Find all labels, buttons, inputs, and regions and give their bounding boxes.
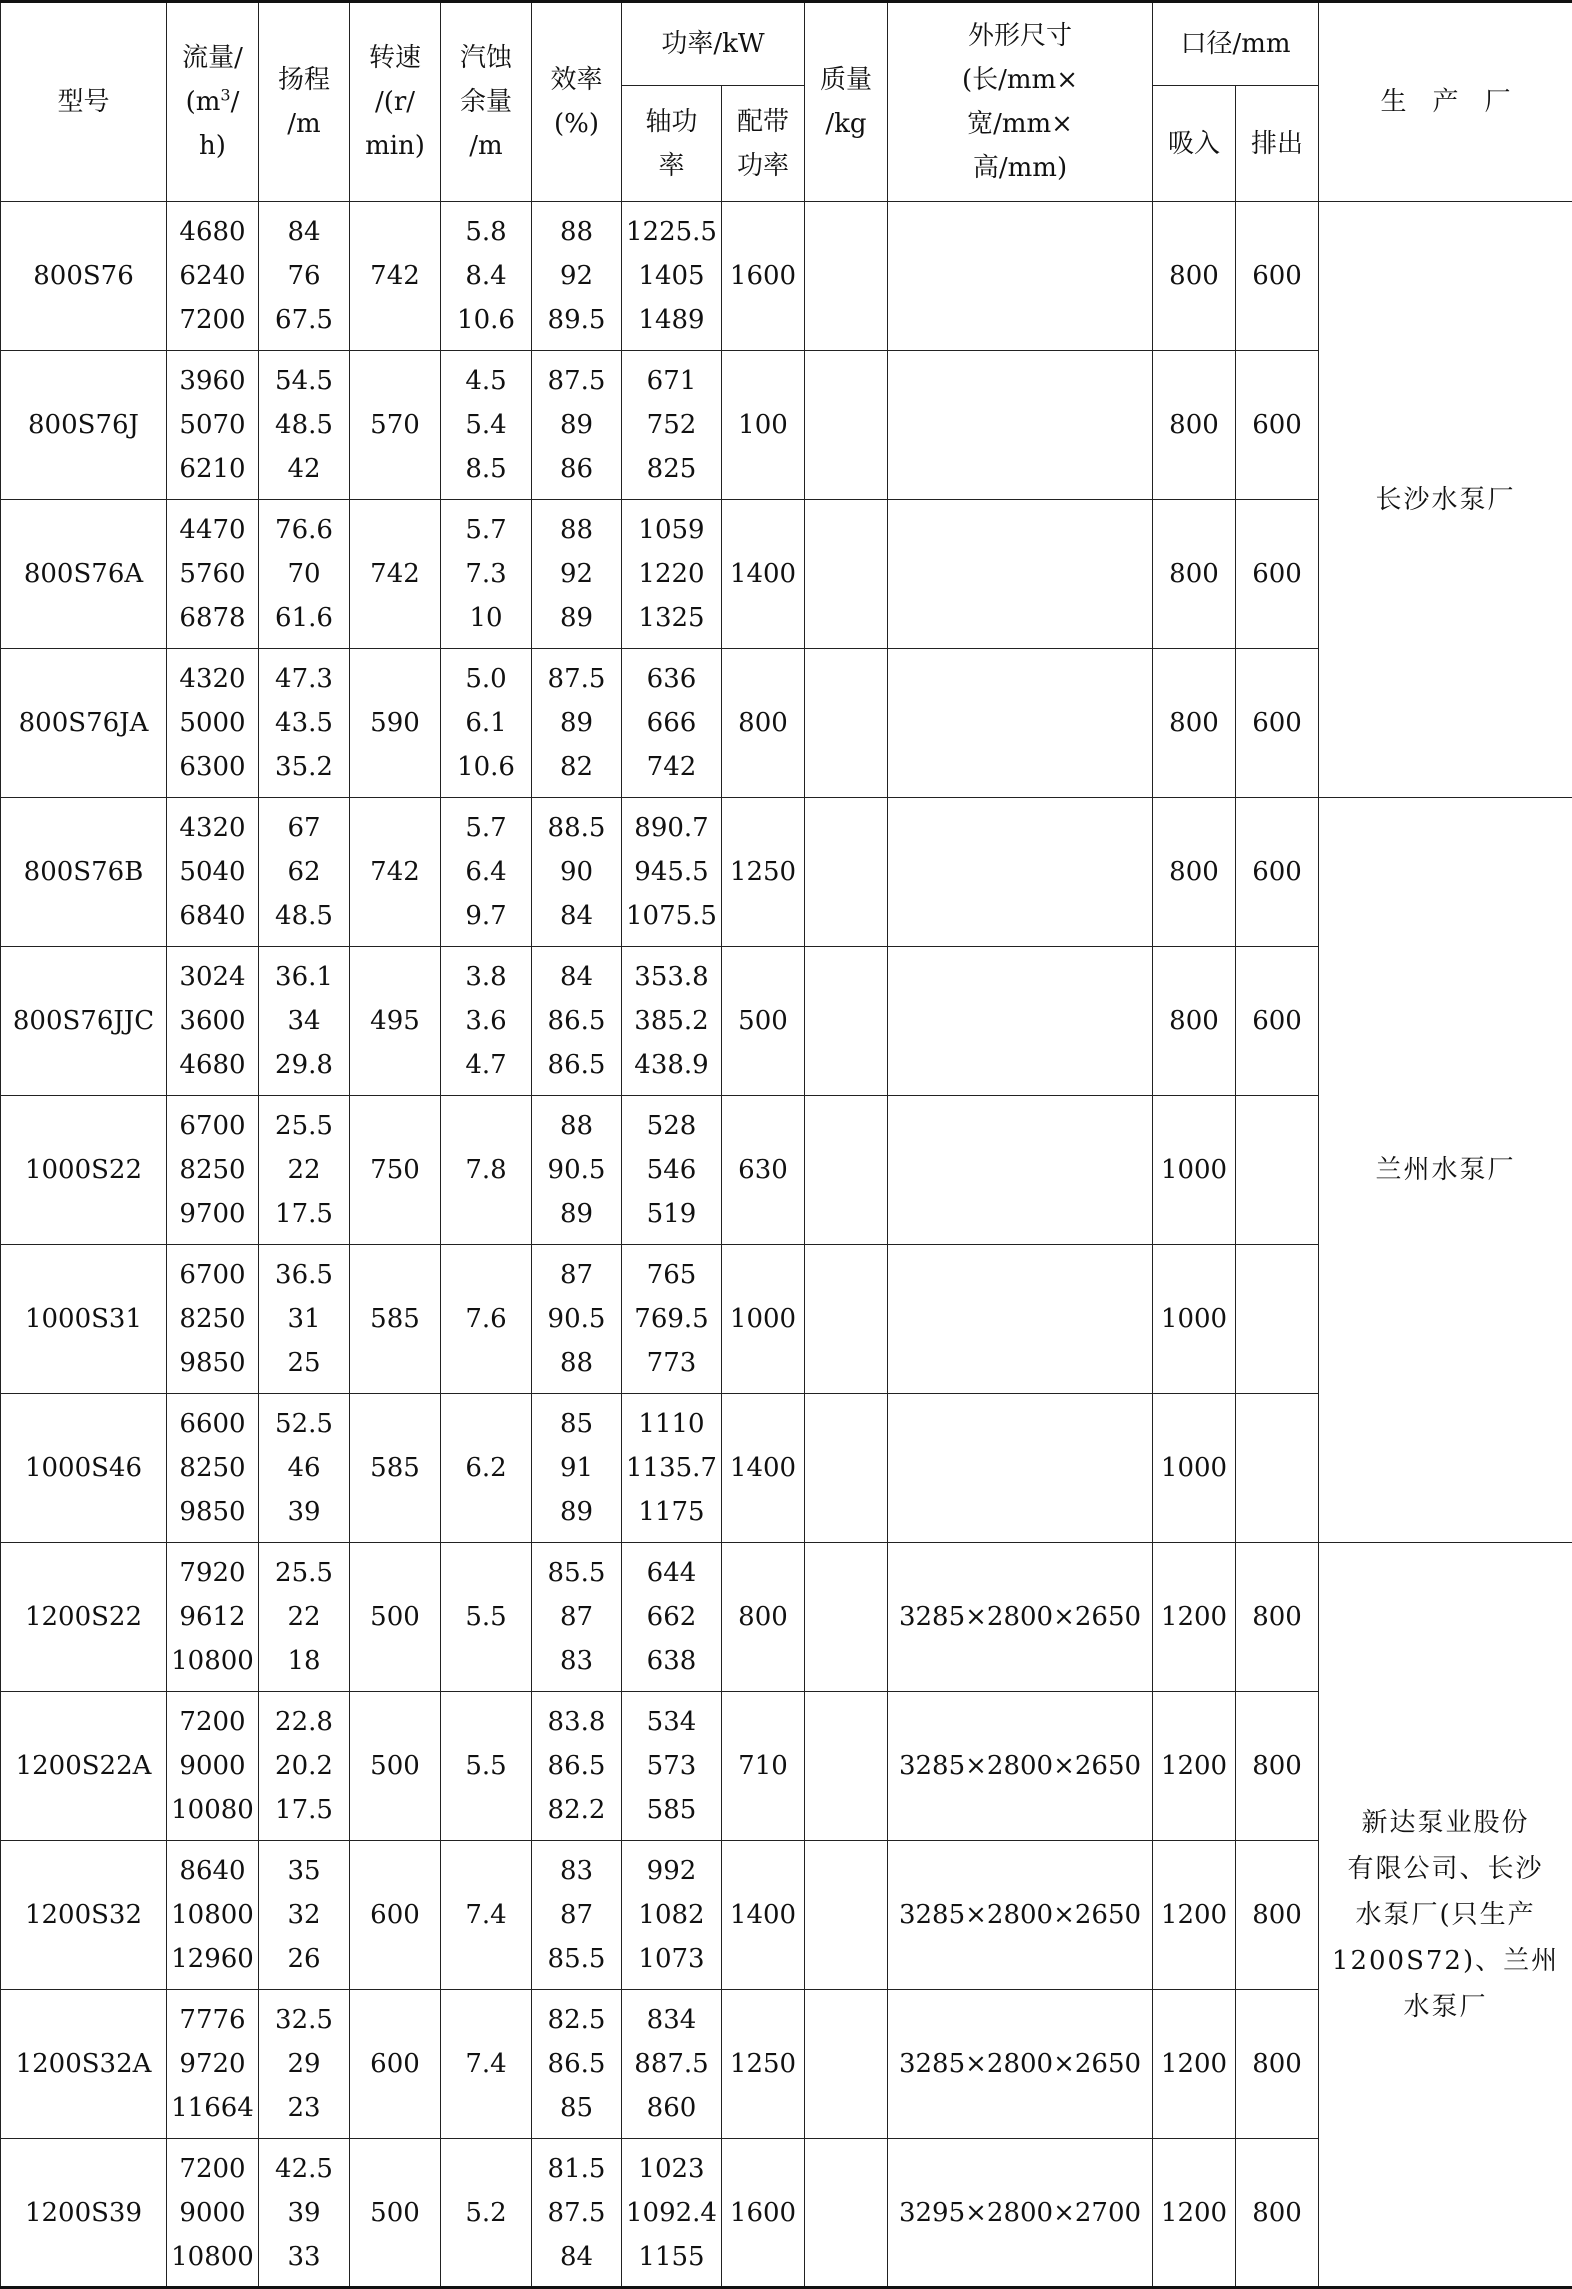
cell-discharge <box>1236 1245 1319 1394</box>
cell-npsh: 7.6 <box>441 1245 532 1394</box>
cell-suction: 1000 <box>1153 1394 1236 1543</box>
cell-dimensions <box>888 1096 1153 1245</box>
cell-flow: 6600 8250 9850 <box>167 1394 259 1543</box>
cell-model: 1000S31 <box>1 1245 167 1394</box>
header-flow: 流量/ ($m^3/$ h) <box>167 2 259 202</box>
cell-suction: 1200 <box>1153 1841 1236 1990</box>
cell-suction: 1000 <box>1153 1096 1236 1245</box>
cell-speed: 600 <box>350 1990 441 2139</box>
cell-efficiency: 85 91 89 <box>532 1394 622 1543</box>
cell-shaft-power: 534 573 585 <box>622 1692 722 1841</box>
cell-head: 67 62 48.5 <box>259 798 350 947</box>
cell-npsh: 5.2 <box>441 2139 532 2288</box>
header-speed: 转速 /(r/ min) <box>350 2 441 202</box>
cell-npsh: 3.8 3.6 4.7 <box>441 947 532 1096</box>
cell-efficiency: 83 87 85.5 <box>532 1841 622 1990</box>
cell-efficiency: 88 92 89.5 <box>532 202 622 351</box>
cell-motor-power: 1400 <box>722 1841 805 1990</box>
cell-motor-power: 800 <box>722 1543 805 1692</box>
table-row <box>1 798 1572 947</box>
cell-efficiency: 88 92 89 <box>532 500 622 649</box>
cell-flow: 3024 3600 4680 <box>167 947 259 1096</box>
cell-dimensions: 3285×2800×2650 <box>888 1990 1153 2139</box>
cell-head: 25.5 22 18 <box>259 1543 350 1692</box>
cell-speed: 742 <box>350 500 441 649</box>
cell-suction: 800 <box>1153 500 1236 649</box>
cell-motor-power: 630 <box>722 1096 805 1245</box>
cell-mass <box>805 202 888 351</box>
cell-mass <box>805 1394 888 1543</box>
cell-model: 800S76JA <box>1 649 167 798</box>
cell-manufacturer: 新达泵业股份 有限公司、长沙 水泵厂(只生产 1200S72)、兰州 水泵厂 <box>1319 1543 1572 2288</box>
cell-mass <box>805 649 888 798</box>
cell-dimensions <box>888 798 1153 947</box>
cell-npsh: 5.5 <box>441 1692 532 1841</box>
cell-suction: 800 <box>1153 649 1236 798</box>
header-manufacturer: 生 产 厂 <box>1319 2 1572 202</box>
cell-flow: 7200 9000 10800 <box>167 2139 259 2288</box>
cell-head: 36.5 31 25 <box>259 1245 350 1394</box>
cell-suction: 1200 <box>1153 1990 1236 2139</box>
cell-suction: 1200 <box>1153 2139 1236 2288</box>
cell-shaft-power: 1023 1092.4 1155 <box>622 2139 722 2288</box>
cell-efficiency: 83.8 86.5 82.2 <box>532 1692 622 1841</box>
cell-motor-power: 100 <box>722 351 805 500</box>
cell-speed: 570 <box>350 351 441 500</box>
cell-discharge: 600 <box>1236 500 1319 649</box>
cell-motor-power: 710 <box>722 1692 805 1841</box>
cell-manufacturer: 长沙水泵厂 <box>1319 202 1572 798</box>
cell-model: 1200S32A <box>1 1990 167 2139</box>
cell-shaft-power: 528 546 519 <box>622 1096 722 1245</box>
cell-npsh: 4.5 5.4 8.5 <box>441 351 532 500</box>
header-npsh: 汽蚀 余量 /m <box>441 2 532 202</box>
cell-flow: 4320 5000 6300 <box>167 649 259 798</box>
header-mass: 质量 /kg <box>805 2 888 202</box>
cell-flow: 3960 5070 6210 <box>167 351 259 500</box>
table-row <box>1 202 1572 351</box>
cell-dimensions: 3295×2800×2700 <box>888 2139 1153 2288</box>
cell-flow: 7920 9612 10800 <box>167 1543 259 1692</box>
cell-dimensions <box>888 1245 1153 1394</box>
cell-model: 800S76J <box>1 351 167 500</box>
table-row <box>1 1543 1572 1692</box>
cell-discharge: 600 <box>1236 947 1319 1096</box>
cell-model: 800S76B <box>1 798 167 947</box>
header-model: 型号 <box>1 2 167 202</box>
cell-efficiency: 87.5 89 86 <box>532 351 622 500</box>
cell-speed: 500 <box>350 2139 441 2288</box>
header-shaft-power: 轴功 率 <box>622 86 722 202</box>
cell-model: 800S76 <box>1 202 167 351</box>
cell-mass <box>805 351 888 500</box>
cell-dimensions: 3285×2800×2650 <box>888 1841 1153 1990</box>
cell-shaft-power: 890.7 945.5 1075.5 <box>622 798 722 947</box>
cell-shaft-power: 1059 1220 1325 <box>622 500 722 649</box>
cell-shaft-power: 992 1082 1073 <box>622 1841 722 1990</box>
cell-suction: 800 <box>1153 351 1236 500</box>
cell-motor-power: 1600 <box>722 202 805 351</box>
cell-head: 22.8 20.2 17.5 <box>259 1692 350 1841</box>
cell-npsh: 5.7 7.3 10 <box>441 500 532 649</box>
cell-shaft-power: 834 887.5 860 <box>622 1990 722 2139</box>
header-efficiency: 效率 (%) <box>532 2 622 202</box>
cell-motor-power: 1400 <box>722 500 805 649</box>
cell-mass <box>805 1096 888 1245</box>
cell-manufacturer: 兰州水泵厂 <box>1319 798 1572 1543</box>
cell-flow: 4680 6240 7200 <box>167 202 259 351</box>
header-dimensions: 外形尺寸 (长/mm× 宽/mm× 高/mm) <box>888 2 1153 202</box>
cell-npsh: 5.5 <box>441 1543 532 1692</box>
cell-mass <box>805 1990 888 2139</box>
cell-suction: 1200 <box>1153 1692 1236 1841</box>
cell-speed: 500 <box>350 1692 441 1841</box>
cell-shaft-power: 671 752 825 <box>622 351 722 500</box>
cell-mass <box>805 1841 888 1990</box>
header-diameter-group: 口径/mm <box>1153 2 1319 86</box>
cell-suction: 800 <box>1153 947 1236 1096</box>
cell-speed: 500 <box>350 1543 441 1692</box>
cell-npsh: 7.4 <box>441 1990 532 2139</box>
cell-dimensions <box>888 649 1153 798</box>
cell-flow: 6700 8250 9700 <box>167 1096 259 1245</box>
cell-head: 54.5 48.5 42 <box>259 351 350 500</box>
cell-speed: 600 <box>350 1841 441 1990</box>
cell-flow: 8640 10800 12960 <box>167 1841 259 1990</box>
cell-head: 84 76 67.5 <box>259 202 350 351</box>
cell-suction: 1000 <box>1153 1245 1236 1394</box>
table-body <box>1 202 1572 2288</box>
cell-motor-power: 800 <box>722 649 805 798</box>
cell-efficiency: 84 86.5 86.5 <box>532 947 622 1096</box>
cell-dimensions <box>888 202 1153 351</box>
cell-model: 1000S22 <box>1 1096 167 1245</box>
cell-shaft-power: 765 769.5 773 <box>622 1245 722 1394</box>
cell-shaft-power: 636 666 742 <box>622 649 722 798</box>
header-suction: 吸入 <box>1153 86 1236 202</box>
cell-head: 76.6 70 61.6 <box>259 500 350 649</box>
cell-speed: 742 <box>350 202 441 351</box>
cell-shaft-power: 353.8 385.2 438.9 <box>622 947 722 1096</box>
cell-flow: 4320 5040 6840 <box>167 798 259 947</box>
cell-shaft-power: 1225.5 1405 1489 <box>622 202 722 351</box>
cell-discharge: 800 <box>1236 1841 1319 1990</box>
cell-discharge: 600 <box>1236 351 1319 500</box>
cell-speed: 585 <box>350 1245 441 1394</box>
cell-suction: 800 <box>1153 202 1236 351</box>
cell-efficiency: 85.5 87 83 <box>532 1543 622 1692</box>
header-head: 扬程 /m <box>259 2 350 202</box>
cell-motor-power: 1600 <box>722 2139 805 2288</box>
cell-motor-power: 1000 <box>722 1245 805 1394</box>
cell-dimensions <box>888 500 1153 649</box>
cell-suction: 800 <box>1153 798 1236 947</box>
cell-mass <box>805 1692 888 1841</box>
cell-shaft-power: 644 662 638 <box>622 1543 722 1692</box>
cell-npsh: 6.2 <box>441 1394 532 1543</box>
cell-head: 42.5 39 33 <box>259 2139 350 2288</box>
cell-mass <box>805 947 888 1096</box>
cell-npsh: 7.8 <box>441 1096 532 1245</box>
cell-discharge: 800 <box>1236 1692 1319 1841</box>
cell-head: 52.5 46 39 <box>259 1394 350 1543</box>
cell-head: 36.1 34 29.8 <box>259 947 350 1096</box>
cell-motor-power: 1250 <box>722 1990 805 2139</box>
cell-speed: 585 <box>350 1394 441 1543</box>
cell-efficiency: 88.5 90 84 <box>532 798 622 947</box>
cell-npsh: 5.0 6.1 10.6 <box>441 649 532 798</box>
cell-discharge: 600 <box>1236 202 1319 351</box>
cell-flow: 4470 5760 6878 <box>167 500 259 649</box>
cell-head: 35 32 26 <box>259 1841 350 1990</box>
cell-discharge: 800 <box>1236 1543 1319 1692</box>
cell-efficiency: 87.5 89 82 <box>532 649 622 798</box>
cell-discharge: 800 <box>1236 1990 1319 2139</box>
header-motor-power: 配带 功率 <box>722 86 805 202</box>
cell-speed: 495 <box>350 947 441 1096</box>
cell-flow: 7200 9000 10080 <box>167 1692 259 1841</box>
cell-flow: 7776 9720 11664 <box>167 1990 259 2139</box>
cell-efficiency: 88 90.5 89 <box>532 1096 622 1245</box>
cell-mass <box>805 798 888 947</box>
cell-motor-power: 1250 <box>722 798 805 947</box>
header-discharge: 排出 <box>1236 86 1319 202</box>
cell-model: 800S76A <box>1 500 167 649</box>
cell-head: 32.5 29 23 <box>259 1990 350 2139</box>
cell-discharge <box>1236 1096 1319 1245</box>
cell-model: 1200S22 <box>1 1543 167 1692</box>
cell-speed: 590 <box>350 649 441 798</box>
cell-mass <box>805 1245 888 1394</box>
cell-mass <box>805 2139 888 2288</box>
cell-dimensions <box>888 1394 1153 1543</box>
cell-dimensions: 3285×2800×2650 <box>888 1543 1153 1692</box>
cell-dimensions <box>888 351 1153 500</box>
cell-head: 47.3 43.5 35.2 <box>259 649 350 798</box>
cell-dimensions: 3285×2800×2650 <box>888 1692 1153 1841</box>
cell-model: 1200S32 <box>1 1841 167 1990</box>
cell-discharge: 600 <box>1236 798 1319 947</box>
cell-discharge: 600 <box>1236 649 1319 798</box>
cell-speed: 742 <box>350 798 441 947</box>
cell-efficiency: 87 90.5 88 <box>532 1245 622 1394</box>
cell-efficiency: 82.5 86.5 85 <box>532 1990 622 2139</box>
cell-discharge: 800 <box>1236 2139 1319 2288</box>
cell-npsh: 5.7 6.4 9.7 <box>441 798 532 947</box>
cell-speed: 750 <box>350 1096 441 1245</box>
header-power-group: 功率/kW <box>622 2 805 86</box>
cell-mass <box>805 500 888 649</box>
cell-npsh: 5.8 8.4 10.6 <box>441 202 532 351</box>
cell-motor-power: 1400 <box>722 1394 805 1543</box>
cell-shaft-power: 1110 1135.7 1175 <box>622 1394 722 1543</box>
cell-motor-power: 500 <box>722 947 805 1096</box>
cell-efficiency: 81.5 87.5 84 <box>532 2139 622 2288</box>
cell-model: 1200S22A <box>1 1692 167 1841</box>
cell-suction: 1200 <box>1153 1543 1236 1692</box>
cell-mass <box>805 1543 888 1692</box>
cell-flow: 6700 8250 9850 <box>167 1245 259 1394</box>
cell-model: 800S76JJC <box>1 947 167 1096</box>
cell-head: 25.5 22 17.5 <box>259 1096 350 1245</box>
cell-model: 1000S46 <box>1 1394 167 1543</box>
cell-discharge <box>1236 1394 1319 1543</box>
cell-model: 1200S39 <box>1 2139 167 2288</box>
cell-dimensions <box>888 947 1153 1096</box>
cell-npsh: 7.4 <box>441 1841 532 1990</box>
